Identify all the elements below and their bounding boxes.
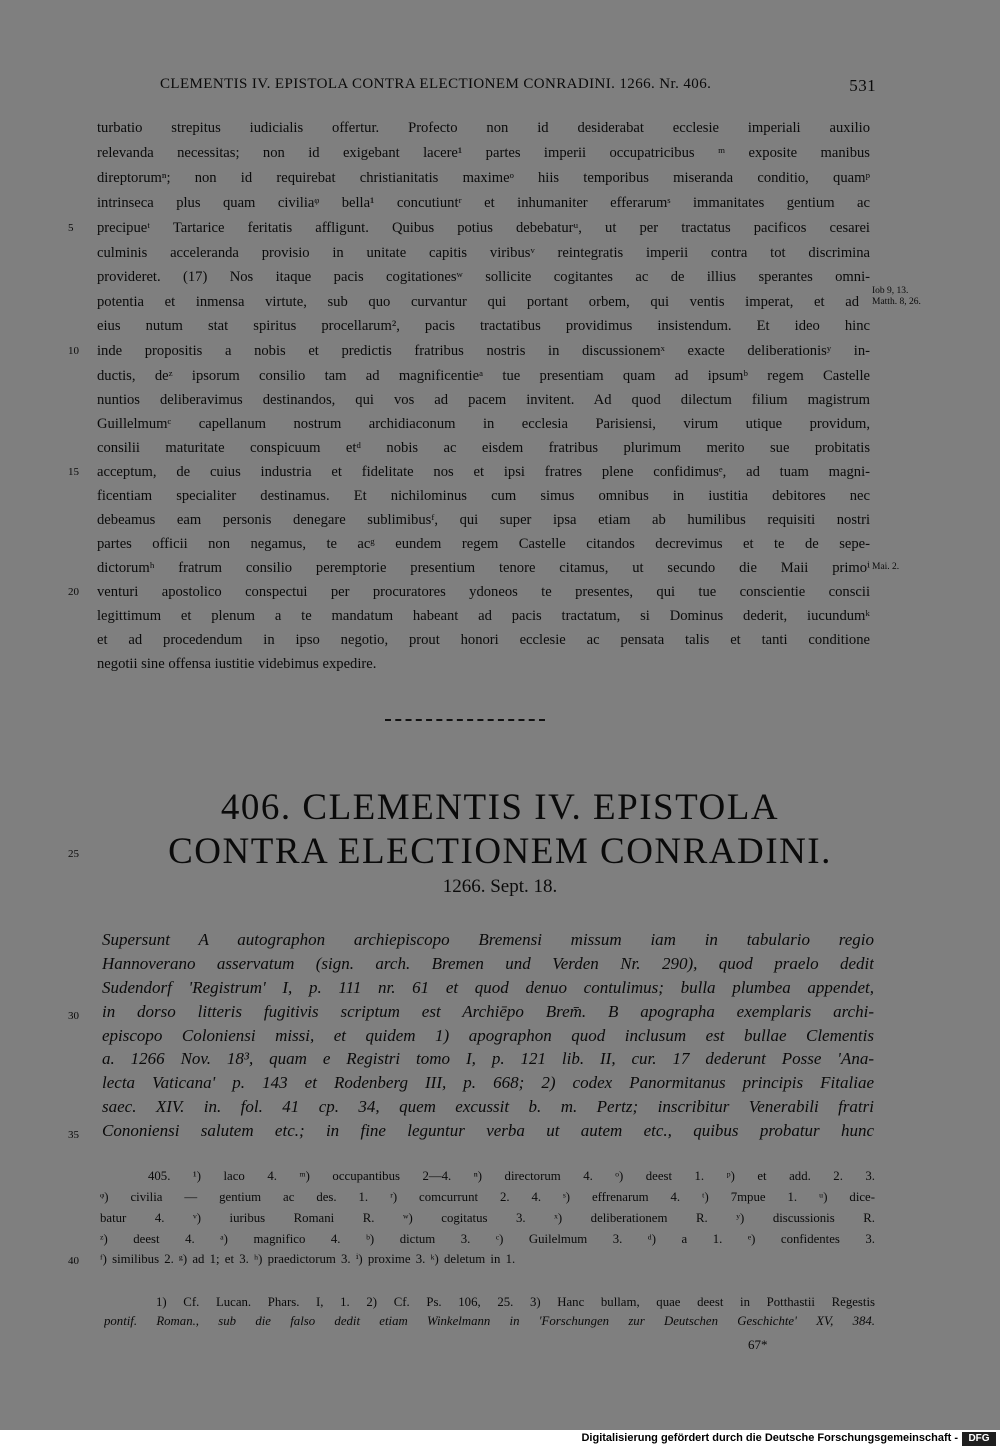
- running-header: [160, 76, 876, 100]
- document-title-line2: CONTRA ELECTIONEM CONRADINI.: [168, 831, 832, 872]
- running-title: CLEMENTIS IV. EPISTOLA CONTRA ELECTIONEM CONRADINI. 1266. Nr. 406.: [160, 76, 712, 92]
- line-number: 20: [68, 586, 79, 598]
- intro-line: saec. XIV. in. fol. 41 cp. 34, quem excussit b. m. Pertz; inscribitur Venerabili fratri: [102, 1097, 874, 1116]
- body-line: acceptum, de cuius industria et fidelitate nos et ipsi fratres plene confidimusᵉ, ad tuam magni-: [97, 464, 870, 480]
- footnote-line: ᶻ) deest 4. ᵃ) magnifico 4. ᵇ) dictum 3. ᶜ) Guilelmum 3. ᵈ) a 1. ᵉ) confidentes 3.: [100, 1232, 875, 1246]
- body-line: provideret. (17) Nos itaque pacis cogitationesʷ sollicite cogitantes ac de illius sperantes omni-: [97, 269, 870, 285]
- section-divider: [385, 719, 545, 721]
- footnote-line: ᶠ) similibus 2. ᵍ) ad 1; et 3. ʰ) praedictorum 3. ⁱ) proxime 3. ᵏ) deletum in 1.: [100, 1252, 516, 1266]
- margin-note-job: Iob 9, 13.: [872, 286, 909, 296]
- body-line: legittimum et plenum a te mandatum habeant ad pacis tractatum, si Dominus dederit, iucundumᵏ: [97, 608, 870, 624]
- footer-credit: Digitalisierung gefördert durch die Deutsche Forschungsgemeinschaft -: [581, 1432, 958, 1444]
- body-line: intrinseca plus quam civiliaᵠ bella¹ concutiuntʳ et inhumaniter efferarumˢ immanitates gentium ac: [97, 195, 870, 211]
- note-line: 1) Cf. Lucan. Phars. I, 1. 2) Cf. Ps. 106, 25. 3) Hanc bullam, quae deest in Potthastii Regestis: [156, 1295, 875, 1309]
- intro-line: Hannoverano asservatum (sign. arch. Bremen und Verden Nr. 290), quod praelo dedit: [102, 954, 874, 973]
- line-number: 5: [68, 222, 74, 234]
- line-number: 25: [68, 848, 79, 860]
- body-line: culminis acceleranda provisio in unitate capitis viribusᵛ reintegratis imperii contra tot discrimina: [97, 245, 870, 261]
- body-line: consilii maturitate conspicuum etᵈ nobis ac eisdem fratribus plurimum merito sue probitatis: [97, 440, 870, 456]
- body-line: eius nutum stat spiritus procellarum², pacis tractatibus providimus insistendum. Et ideo hinc: [97, 318, 870, 334]
- body-line: ductis, deᶻ ipsorum consilio tam ad magnificentieᵃ tue presentiam quam ad ipsumᵇ regem Castelle: [97, 368, 870, 384]
- margin-note-matth: Matth. 8, 26.: [872, 297, 921, 307]
- body-line: Guillelmumᶜ capellanum nostrum archidiaconum in ecclesia Parisiensi, virum utique providum,: [97, 416, 870, 432]
- body-line: turbatio strepitus iudicialis offertur. Profecto non id desiderabat ecclesie imperiali auxilio: [97, 120, 870, 136]
- dfg-logo-icon: DFG: [962, 1432, 996, 1446]
- intro-line: episcopo Coloniensi missi, et quidem 1) apographon quod inclusum est bullae Clementis: [102, 1026, 874, 1045]
- intro-line: lecta Vaticana' p. 143 et Rodenberg III, p. 668; 2) codex Panormitanus principis Fitaliae: [102, 1073, 874, 1092]
- margin-note-mai: Mai. 2.: [872, 562, 900, 572]
- line-number: 40: [68, 1255, 79, 1267]
- body-line: precipueᵗ Tartarice feritatis affligunt. Quibus potius debebaturᵘ, ut per tractatus pacificos cesarei: [97, 220, 870, 236]
- body-line: negotii sine offensa iustitie videbimus expedire.: [97, 656, 377, 672]
- footnote-line: 405. ¹) laco 4. ᵐ) occupantibus 2—4. ⁿ) directorum 4. ᵒ) deest 1. ᵖ) et add. 2. 3.: [148, 1169, 875, 1183]
- line-number: 10: [68, 345, 79, 357]
- body-line: partes officii non negamus, te acᵍ eundem regem Castelle citandos decrevimus et te de sepe-: [97, 536, 870, 552]
- body-line: venturi apostolico conspectui per procuratores ydoneos te presentes, qui tue conscientie conscii: [97, 584, 870, 600]
- body-line: ficentiam specialiter destinamus. Et nichilominus cum simus omnibus in iustitia debitores nec: [97, 488, 870, 504]
- intro-line: Cononiensi salutem etc.; in fine leguntur verba ut autem etc., quibus probatur hunc: [102, 1121, 874, 1140]
- note-line: pontif. Roman., sub die falso dedit etiam Winkelmann in 'Forschungen zur Deutschen Geschichte' XV, 384.: [104, 1314, 875, 1328]
- body-line: nuntios deliberavimus destinandos, qui vos ad pacem invitent. Ad quod dilectum filium magistrum: [97, 392, 870, 408]
- line-number: 35: [68, 1129, 79, 1141]
- intro-line: Sudendorf 'Registrum' I, p. 111 nr. 61 et quod denuo contulimus; bulla plumbea appendet,: [102, 978, 874, 997]
- footnote-line: batur 4. ᵛ) iuribus Romani R. ʷ) cogitatus 3. ˣ) deliberationem R. ʸ) discussionis R.: [100, 1211, 875, 1225]
- body-line: direptorumⁿ; non id requirebat christianitatis maximeᵒ hiis temporibus miseranda conditio, quamᵖ: [97, 170, 870, 186]
- intro-line: Supersunt A autographon archiepiscopo Bremensi missum iam in tabulario regio: [102, 930, 874, 949]
- body-line: et ad procedendum in ipso negotio, prout honori ecclesie ac pensata talis et tanti conditione: [97, 632, 870, 648]
- signature-mark: 67*: [748, 1337, 768, 1352]
- body-line: relevanda necessitas; non id exigebant lacere¹ partes imperii occupatricibus ᵐ exposite manibus: [97, 145, 870, 161]
- body-line: potentia et inmensa virtute, sub quo curvantur qui portant orbem, qui ventis imperat, et ad: [97, 294, 859, 310]
- body-line: debeamus eam personis denegare sublimibusᶠ, qui super ipsa etiam ab humilibus requisiti nostri: [97, 512, 870, 528]
- page-number: 531: [849, 76, 876, 95]
- intro-line: a. 1266 Nov. 18³, quam e Registri tomo I, p. 121 lib. II, cur. 17 dederunt Posse 'Ana-: [102, 1049, 874, 1068]
- document-title-line1: 406. CLEMENTIS IV. EPISTOLA: [220, 787, 780, 828]
- document-date: 1266. Sept. 18.: [442, 876, 558, 897]
- footnote-line: ᵠ) civilia — gentium ac des. 1. ʳ) comcurrunt 2. 4. ˢ) effrenarum 4. ᵗ) 7mpue 1. ᵘ) dice-: [100, 1190, 875, 1204]
- line-number: 15: [68, 466, 79, 478]
- line-number: 30: [68, 1010, 79, 1022]
- body-line: inde propositis a nobis et predictis fratribus nostris in discussionemˣ exacte deliberationisʸ in-: [97, 343, 870, 359]
- body-line: dictorumʰ fratrum consilio peremptorie presentium tenore citamus, ut secundo die Maii primoⁱ: [97, 560, 870, 576]
- intro-line: in dorso litteris fugitivis scriptum est Archiēpo Brem̄. B apographa exemplaris archi-: [102, 1002, 874, 1021]
